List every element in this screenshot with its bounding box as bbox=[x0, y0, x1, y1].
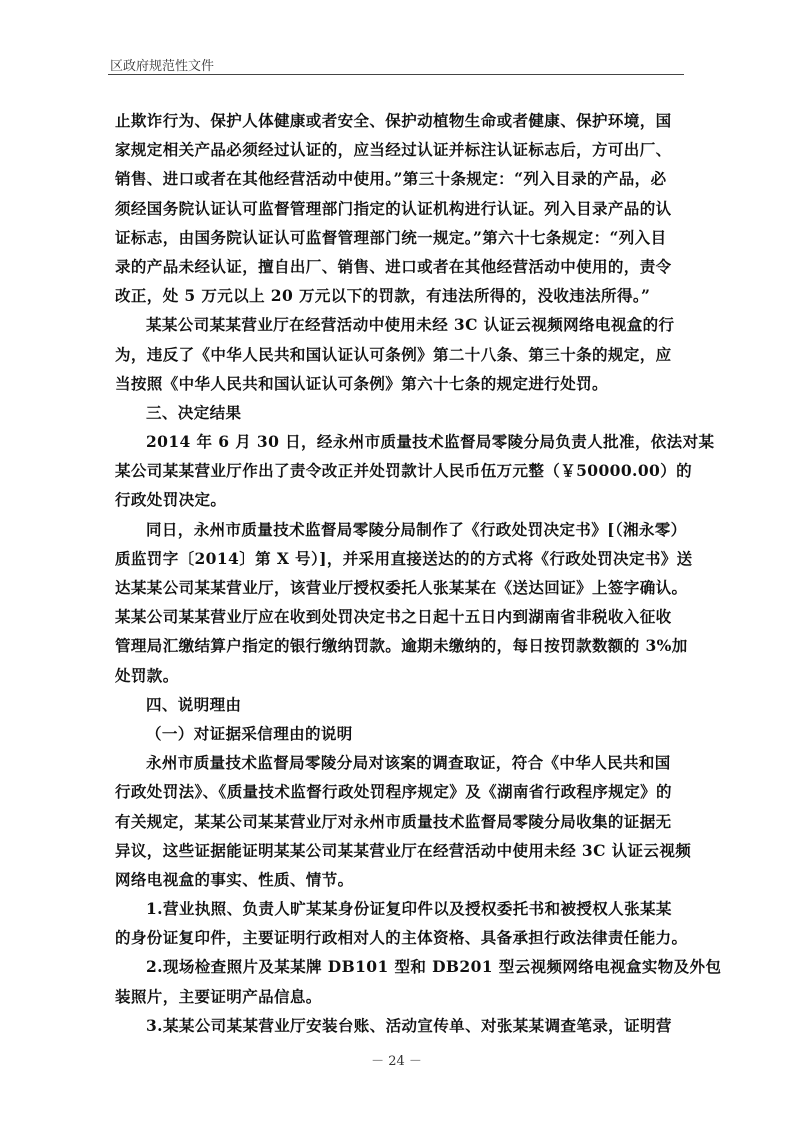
text-line: 改正，处 5 万元以上 20 万元以下的罚款，有违法所得的，没收违法所得。” bbox=[115, 286, 651, 306]
text-line: 录的产品未经认证，擅自出厂、销售、进口或者在其他经营活动中使用的，责令 bbox=[115, 256, 672, 276]
text-line: 同日，永州市质量技术监督局零陵分局制作了《行政处罚决定书》[（湘永零） bbox=[146, 519, 687, 539]
text-line: 三、决定结果 bbox=[146, 402, 242, 422]
text-line: （一）对证据采信理由的说明 bbox=[146, 723, 353, 743]
text-line: 2.现场检查照片及某某牌 DB101 型和 DB201 型云视频网络电视盒实物及外包 bbox=[146, 957, 722, 977]
text-line: 有关规定，某某公司某某营业厅对永州市质量技术监督局零陵分局收集的证据无 bbox=[115, 811, 672, 831]
text-line: 行政处罚法》、《质量技术监督行政处罚程序规定》及《湖南省行政程序规定》的 bbox=[115, 782, 672, 802]
text-line: 证标志，由国务院认证认可监督管理部门统一规定。”第六十七条规定：“列入目 bbox=[115, 227, 667, 247]
text-line: 须经国务院认证认可监督管理部门指定的认证机构进行认证。列入目录产品的认 bbox=[115, 198, 672, 218]
text-line: 的身份证复印件，主要证明行政相对人的主体资格、具备承担行政法律责任能力。 bbox=[115, 928, 688, 948]
document-header: 区政府规范性文件 bbox=[110, 59, 215, 74]
text-line: 四、说明理由 bbox=[146, 694, 242, 714]
text-line: 止欺诈行为、保护人体健康或者安全、保护动植物生命或者健康、保护环境，国 bbox=[115, 111, 672, 130]
text-line: 当按照《中华人民共和国认证认可条例》第六十七条的规定进行处罚。 bbox=[115, 373, 608, 393]
text-line: 家规定相关产品必须经过认证的，应当经过认证并标注认证标志后，方可出厂、 bbox=[115, 140, 672, 160]
text-line: 2014 年 6 月 30 日，经永州市质量技术监督局零陵分局负责人批准，依法对某 bbox=[146, 432, 715, 452]
text-line: 质监罚字〔2014〕第 X 号）]，并采用直接送达的的方式将《行政处罚决定书》送 bbox=[115, 548, 693, 568]
text-line: 永州市质量技术监督局零陵分局对该案的调查取证，符合《中华人民共和国 bbox=[146, 753, 671, 773]
text-line: 处罚款。 bbox=[115, 665, 179, 685]
text-line: 为，违反了《中华人民共和国认证认可条例》第二十八条、第三十条的规定，应 bbox=[115, 344, 672, 364]
text-line: 达某某公司某某营业厅，该营业厅授权委托人张某某在《送达回证》上签字确认。 bbox=[115, 578, 688, 597]
header-rule bbox=[108, 74, 684, 75]
text-line: 某某公司某某营业厅在经营活动中使用未经 3C 认证云视频网络电视盒的行 bbox=[146, 315, 675, 335]
text-line: 3.某某公司某某营业厅安装台账、活动宣传单、对张某某调查笔录，证明营 bbox=[146, 1015, 672, 1035]
text-line: 管理局汇缴结算户指定的银行缴纳罚款。逾期未缴纳的，每日按罚款数额的 3%加 bbox=[115, 636, 688, 656]
text-line: 某某公司某某营业厅应在收到处罚决定书之日起十五日内到湖南省非税收入征收 bbox=[115, 607, 672, 627]
text-line: 行政处罚决定。 bbox=[115, 490, 227, 510]
text-line: 装照片，主要证明产品信息。 bbox=[115, 986, 322, 1006]
text-line: 网络电视盒的事实、性质、情节。 bbox=[115, 869, 354, 889]
text-line: 异议，这些证据能证明某某公司某某营业厅在经营活动中使用未经 3C 认证云视频 bbox=[115, 840, 692, 860]
text-line: 1.营业执照、负责人旷某某身份证复印件以及授权委托书和被授权人张某某 bbox=[146, 899, 672, 919]
document-body bbox=[115, 110, 722, 1044]
text-line: 某公司某某营业厅作出了责令改正并处罚款计人民币伍万元整（￥50000.00）的 bbox=[115, 461, 692, 481]
page-number: － 24 － bbox=[371, 1054, 422, 1069]
text-line: 销售、进口或者在其他经营活动中使用。”第三十条规定：“列入目录的产品，必 bbox=[115, 169, 667, 189]
